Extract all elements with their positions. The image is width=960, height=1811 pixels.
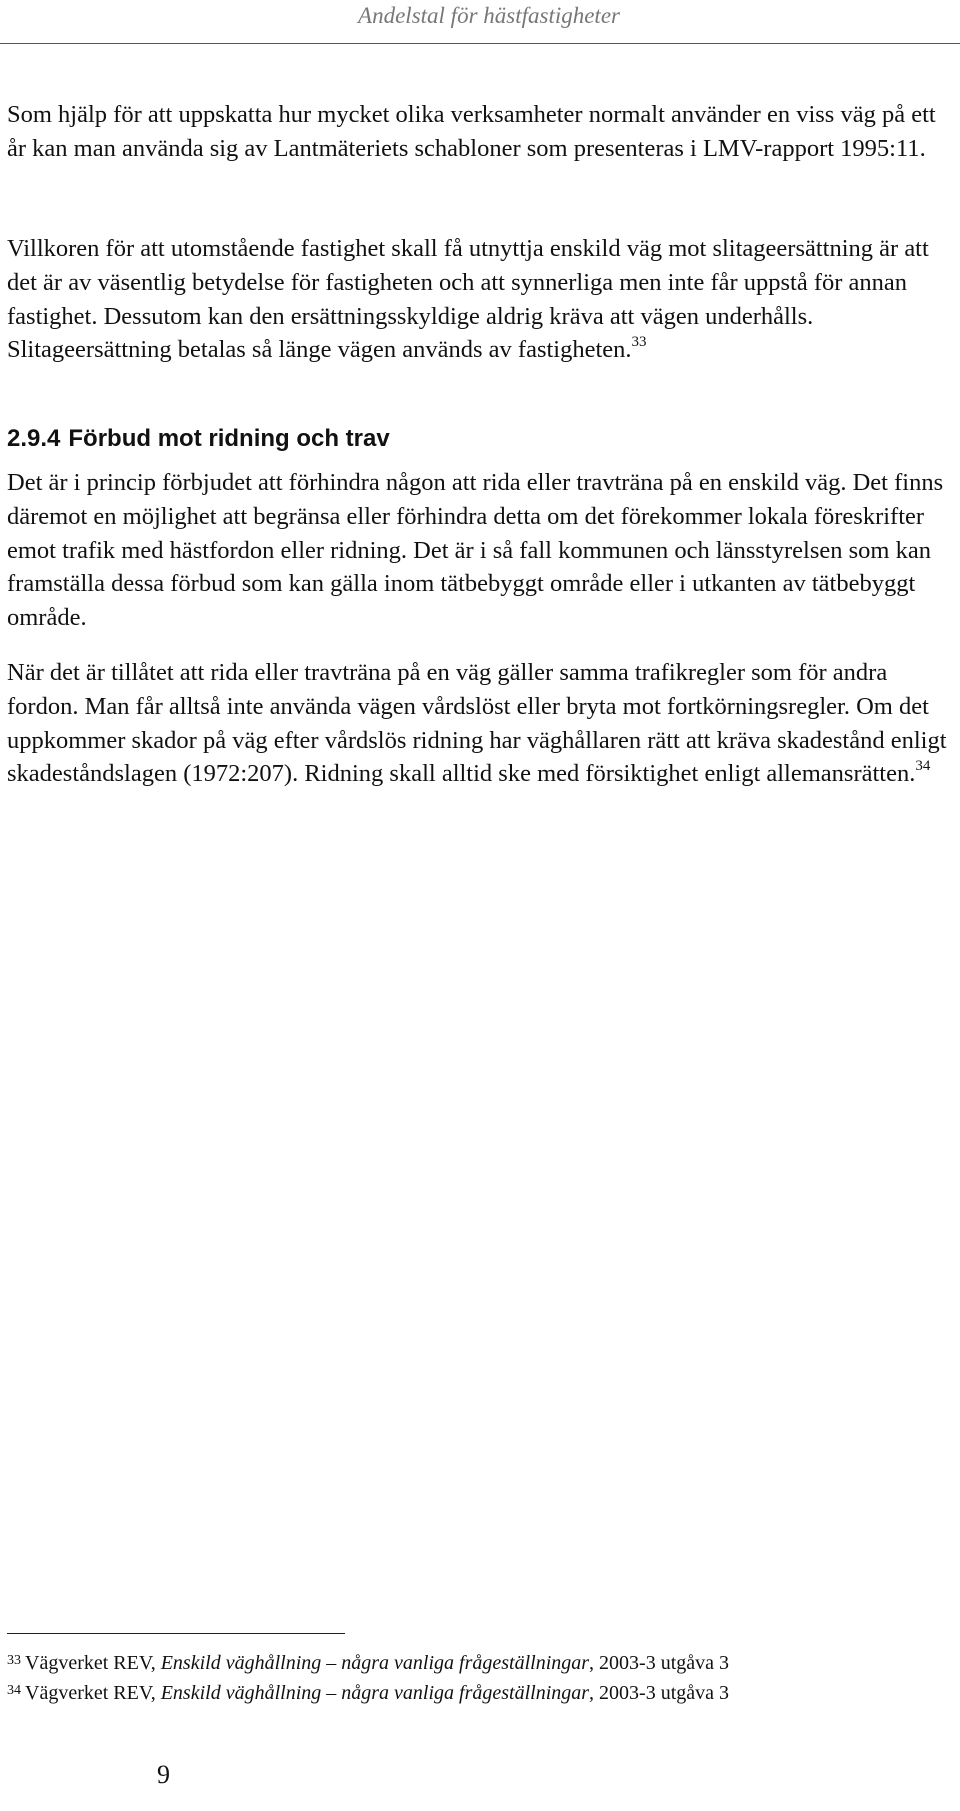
paragraph-4-text: När det är tillåtet att rida eller travträna på en väg gäller samma trafikregler som för andra fordon. Man får alltså inte använda vägen vårdslöst eller bryta mot fortkörningsregler. Om det uppkommer skador på väg efter vårdslös ridning har väghållaren rätt att kräva skadestånd enligt skadeståndslagen (1972:207). Ridning skall alltid ske med försiktighet enligt allemansrätten.	[7, 659, 947, 788]
footnote-ref-33: 33	[631, 334, 647, 351]
section-title: Förbud mot ridning och trav	[68, 425, 390, 452]
section-heading	[7, 424, 390, 454]
footnote-34	[7, 1677, 952, 1707]
footnote-author: Vägverket REV,	[25, 1652, 156, 1674]
section-number: 2.9.4	[7, 425, 61, 452]
footnote-title: Enskild väghållning – några vanliga frågeställningar	[160, 1682, 590, 1704]
footnote-number: 34	[7, 1683, 21, 1698]
paragraph-1: Som hjälp för att uppskatta hur mycket olika verksamheter normalt använder en viss väg på ett år kan man använda sig av Lantmäteriets schabloner som presenteras i LMV-rapport 1995:11.	[7, 101, 936, 162]
footnote-detail: , 2003-3 utgåva 3	[589, 1682, 730, 1704]
running-header-title: Andelstal för hästfastigheter	[358, 3, 620, 28]
running-header	[0, 0, 960, 44]
footnote-number: 33	[7, 1653, 21, 1668]
footnote-divider	[7, 1633, 345, 1634]
footnote-33	[7, 1647, 952, 1677]
paragraph-3: Det är i princip förbjudet att förhindra någon att rida eller travträna på en enskild väg. Det finns däremot en möjlighet att begränsa eller förhindra detta om det förekommer lokala föreskrifter emot trafik med hästfordon eller ridning. Det är i så fall kommunen och länsstyrelsen som kan framställa dessa förbud som kan gälla inom tätbebyggt område eller i utkanten av tätbebyggt område.	[7, 469, 944, 632]
paragraph-2	[7, 232, 952, 367]
paragraph-4	[7, 656, 952, 791]
paragraph-2-text: Villkoren för att utomstående fastighet skall få utnyttja enskild väg mot slitageersättning är att det är av väsentlig betydelse för fastigheten och att synnerliga men inte får uppstå för annan fastighet. Dessutom kan den ersättningsskyldige aldrig kräva att vägen underhålls. Slitageersättning betalas så länge vägen används av fastigheten.	[7, 235, 929, 364]
page-number: 9	[157, 1760, 170, 1789]
footnote-author: Vägverket REV,	[25, 1682, 156, 1704]
footnote-title: Enskild väghållning – några vanliga frågeställningar	[160, 1652, 590, 1674]
footnote-ref-34: 34	[915, 758, 931, 775]
footnotes	[7, 1647, 952, 1707]
footnote-detail: , 2003-3 utgåva 3	[589, 1652, 730, 1674]
